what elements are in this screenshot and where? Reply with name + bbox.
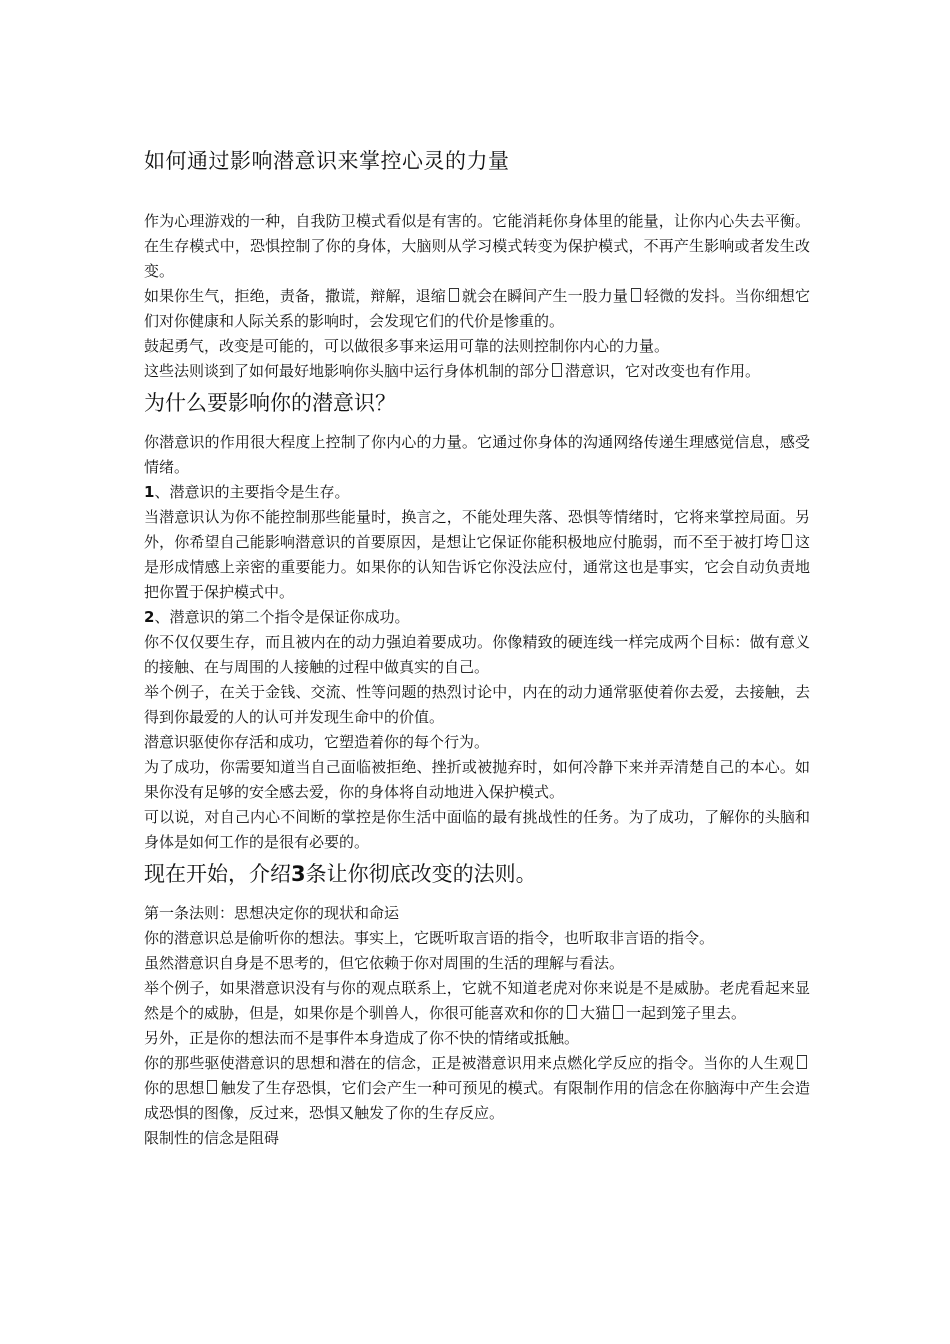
missing-glyph-icon <box>552 363 562 377</box>
spacer <box>144 182 810 209</box>
section-heading-why: 为什么要影响你的潜意识？ <box>144 391 396 415</box>
text-run: 触发了生存恐惧，它们会产生一种可预见的模式。有限制作用的信念在你脑海中产生会造成恐惧的图像，反过来，恐惧又触发了你的生存反应。 <box>144 1079 810 1122</box>
section1-paragraph-3: 你不仅仅要生存，而且被内在的动力强迫着要成功。你像精致的硬连线一样完成两个目标：做有意义的接触、在与周围的人接触的过程中做真实的自己。 <box>144 633 810 676</box>
item-number: 2 <box>144 608 155 626</box>
missing-glyph-icon <box>797 1055 807 1069</box>
text-run: 大猫 <box>580 1004 611 1022</box>
section1-paragraph-6: 为了成功，你需要知道当自己面临被拒绝、挫折或被抛弃时，如何冷静下来并弄清楚自己的本心。如果你没有足够的安全感去爱，你的身体将自动地进入保护模式。 <box>144 758 810 801</box>
section1-paragraph-1: 你潜意识的作用很大程度上控制了你内心的力量。它通过你身体的沟通网络传递生理感觉信息，感受情绪。 <box>144 433 810 476</box>
missing-glyph-icon <box>631 288 641 302</box>
text-run: 条让你彻底改变的法则。 <box>305 862 537 886</box>
heading-number: 3 <box>291 862 306 886</box>
text-run: 当潜意识认为你不能控制那些能量时，换言之，不能处理失落、恐惧等情绪时，它将来掌控局面。另外，你希望自己能影响潜意识的首要原因，是想让它保证你能积极地应付脆弱，而不至于被打垮 <box>144 508 810 551</box>
missing-glyph-icon <box>449 288 459 302</box>
text-run: 现在开始，介绍 <box>144 862 291 886</box>
text-run: 举个例子，如果潜意识没有与你的观点联系上，它就不知道老虎对你来说是不是威胁。老虎看起来显然是个的威胁，但是，如果你是个驯兽人，你很可能喜欢和你的 <box>144 979 810 1022</box>
section-heading-rules <box>144 855 810 895</box>
section2-paragraph-1: 你的潜意识总是偷听你的想法。事实上，它既听取言语的指令，也听取非言语的指令。 <box>144 929 715 947</box>
text-run: 就会在瞬间产生一股力量 <box>461 287 628 305</box>
section2-paragraph-3 <box>144 976 810 1026</box>
missing-glyph-icon <box>613 1005 623 1019</box>
section1-item-2 <box>144 605 810 630</box>
document-page <box>144 140 810 1151</box>
section2-paragraph-2: 虽然潜意识自身是不思考的，但它依赖于你对周围的生活的理解与看法。 <box>144 954 625 972</box>
text-run: 、潜意识的主要指令是生存。 <box>154 483 350 501</box>
section2-paragraph-4: 另外，正是你的想法而不是事件本身造成了你不快的情绪或抵触。 <box>144 1029 580 1047</box>
rule-1-title: 第一条法则：思想决定你的现状和命运 <box>144 904 400 922</box>
intro-paragraph-2 <box>144 284 810 334</box>
page-title: 如何通过影响潜意识来掌控心灵的力量 <box>144 149 510 173</box>
text-run: 一起到笼子里去。 <box>626 1004 747 1022</box>
text-run: 、潜意识的第二个指令是保证你成功。 <box>154 608 410 626</box>
text-run: 你的思想 <box>144 1079 205 1097</box>
section1-item-1 <box>144 480 810 505</box>
section1-paragraph-4: 举个例子，在关于金钱、交流、性等问题的热烈讨论中，内在的动力通常驱使着你去爱，去接触，去得到你最爱的人的认可并发现生命中的价值。 <box>144 683 810 726</box>
missing-glyph-icon <box>567 1005 577 1019</box>
missing-glyph-icon <box>782 534 792 548</box>
section1-paragraph-5: 潜意识驱使你存活和成功，它塑造着你的每个行为。 <box>144 733 490 751</box>
section2-paragraph-5 <box>144 1051 810 1126</box>
intro-paragraph-4 <box>144 359 810 384</box>
missing-glyph-icon <box>207 1080 217 1094</box>
item-number: 1 <box>144 483 155 501</box>
text-run: 这是形成情感上亲密的重要能力。如果你的认知告诉它你没法应付，通常这也是事实，它会自动负责地把你置于保护模式中。 <box>144 533 810 601</box>
text-run: 这些法则谈到了如何最好地影响你头脑中运行身体机制的部分 <box>144 362 550 380</box>
text-run: 如果你生气，拒绝，责备，撒谎，辩解，退缩 <box>144 287 446 305</box>
intro-paragraph-1: 作为心理游戏的一种，自我防卫模式看似是有害的。它能消耗你身体里的能量，让你内心失去平衡。在生存模式中，恐惧控制了你的身体，大脑则从学习模式转变为保护模式，不再产生影响或者发生改变。 <box>144 212 810 280</box>
text-run: 轻微的发抖。当你细想它们对你健康和人际关系的影响时，会发现它们的代价是惨重的。 <box>144 287 810 330</box>
section2-paragraph-6: 限制性的信念是阻碍 <box>144 1129 280 1147</box>
section1-paragraph-2 <box>144 505 810 605</box>
section1-paragraph-7: 可以说，对自己内心不间断的掌控是你生活中面临的最有挑战性的任务。为了成功，了解你的头脑和身体是如何工作的是很有必要的。 <box>144 808 810 851</box>
intro-paragraph-3: 鼓起勇气，改变是可能的，可以做很多事来运用可靠的法则控制你内心的力量。 <box>144 337 670 355</box>
text-run: 你的那些驱使潜意识的思想和潜在的信念，正是被潜意识用来点燃化学反应的指令。当你的人生观 <box>144 1054 794 1072</box>
text-run: 潜意识，它对改变也有作用。 <box>565 362 761 380</box>
